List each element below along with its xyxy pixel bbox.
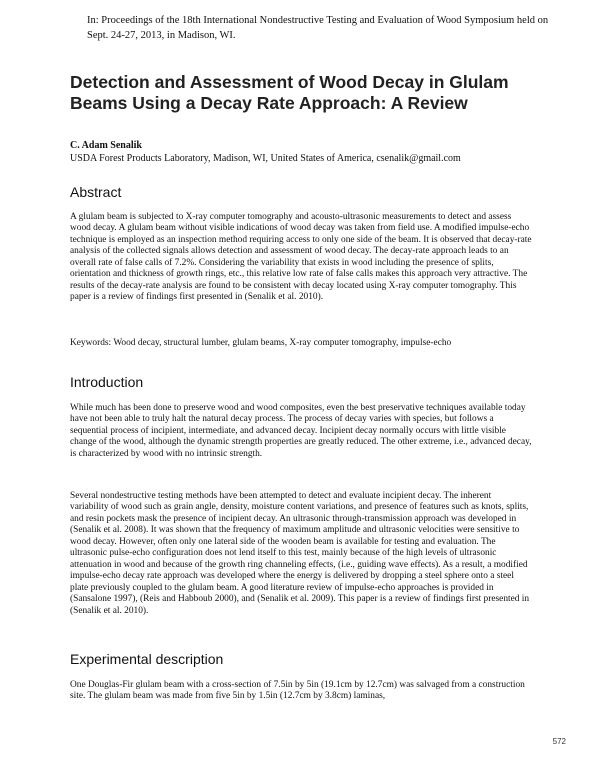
- introduction-heading: Introduction: [70, 374, 144, 390]
- intro-paragraph-1: While much has been done to preserve wood and wood composites, even the best preservative techniques available today have not been able to truly halt the natural decay process. The process of decay varies with species, but follows a sequential process of incipient, intermediate, and advanced decay. Incipient decay normally occurs with little visible change of the wood, although the dynamic strength properties are greatly reduced. The other extreme, i.e., advanced decay, is characterized by wood with no intrinsic strength.: [70, 403, 532, 459]
- abstract-text: A glulam beam is subjected to X-ray computer tomography and acousto-ultrasonic measurements to detect and assess wood decay. A glulam beam without visible indications of wood decay was taken from field use. A modified impulse-echo technique is employed as an inspection method requiring access to only one side of the beam. It is observed that decay-rate analysis of the collected signals allows detection and assessment of wood decay. The decay-rate approach leads to an overall rate of false calls of 7.2%. Considering the variability that exists in wood including the presence of splits, orientation and thickness of growth rings, etc., this relative low rate of false calls makes this approach very attractive. The results of the decay-rate analysis are found to be consistent with decay located using X-ray computer tomography. This paper is a review of findings first presented in (Senalik et al. 2010).: [70, 212, 532, 303]
- keywords: Keywords: Wood decay, structural lumber, glulam beams, X-ray computer tomography, impulse-echo: [70, 338, 452, 348]
- author-affiliation: USDA Forest Products Laboratory, Madison, WI, United States of America, csenalik@gmail.com: [70, 152, 461, 164]
- intro-paragraph-2: Several nondestructive testing methods have been attempted to detect and evaluate incipient decay. The inherent variability of wood such as grain angle, density, moisture content variations, and presence of features such as knots, splits, and resin pockets mask the presence of incipient decay. An ultrasonic through-transmission approach was developed in (Senalik et al. 2008). It was shown that the frequency of maximum amplitude and ultrasonic velocities were sensitive to wood decay. However, often only one lateral side of the wooden beam is available for testing and evaluation. The ultrasonic pulse-echo configuration does not lend itself to this test, mainly because of the high levels of ultrasonic attenuation in wood and because of the growth ring channeling effects, (i.e., guiding wave effects). As a result, a modified impulse-echo decay rate approach was developed where the energy is delivered by dropping a steel sphere onto a steel plate previously coupled to the glulam beam. A good literature review of impulse-echo approaches is provided in (Sansalone 1997), (Reis and Habboub 2000), and (Senalik et al. 2009). This paper is a review of findings first presented in (Senalik et al. 2010).: [70, 491, 530, 616]
- paper-title: Detection and Assessment of Wood Decay in Glulam Beams Using a Decay Rate Approach: A Review: [70, 72, 509, 113]
- abstract-heading: Abstract: [70, 184, 122, 200]
- experimental-text: One Douglas-Fir glulam beam with a cross-section of 7.5in by 5in (19.1cm by 12.7cm) was salvaged from a construction site. The glulam beam was made from five 5in by 1.5in (12.7cm by 3.8cm) laminas,: [70, 680, 525, 702]
- author-block: [70, 140, 550, 165]
- page-number: 572: [552, 737, 566, 746]
- experimental-heading: Experimental description: [70, 651, 224, 667]
- proceedings-note: In: Proceedings of the 18th International Nondestructive Testing and Evaluation of Wood Symposium held on Sept. 24-27, 2013, in Madison, WI.: [87, 15, 549, 41]
- author-name: C. Adam Senalik: [70, 140, 142, 151]
